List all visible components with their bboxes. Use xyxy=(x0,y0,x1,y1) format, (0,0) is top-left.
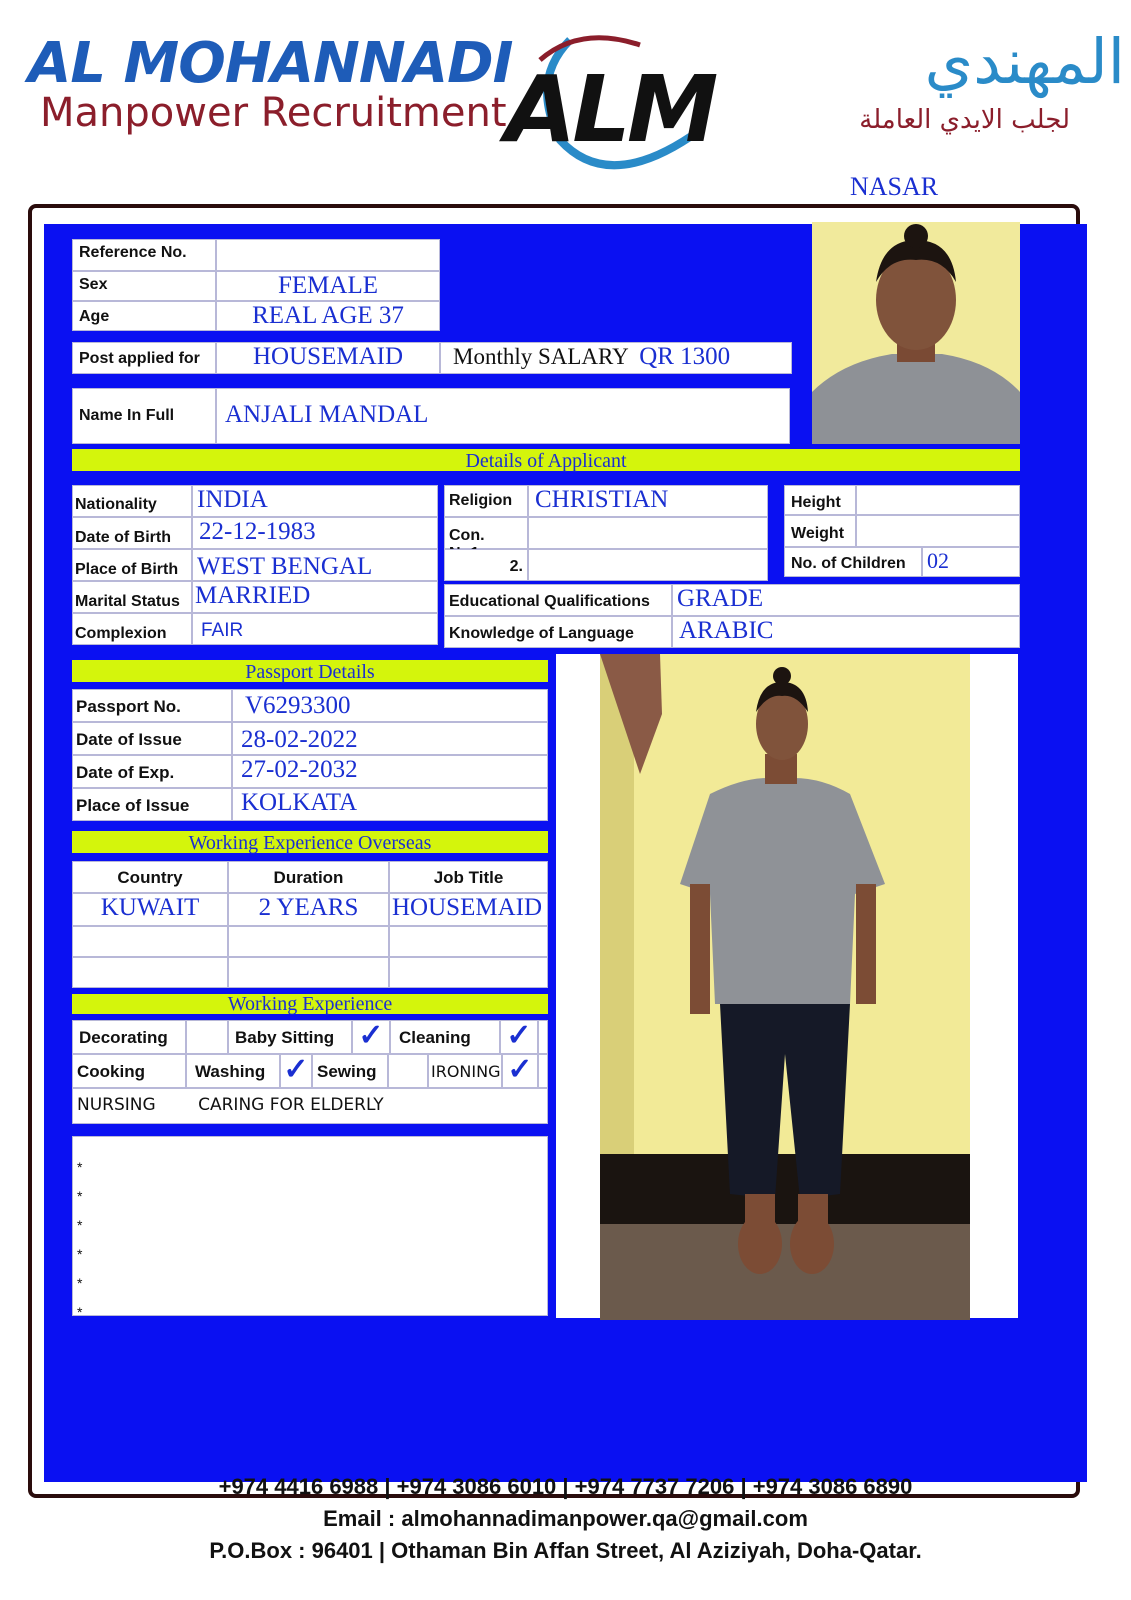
salary-value: QR 1300 xyxy=(639,343,731,370)
exp-caring-label: CARING FOR ELDERLY xyxy=(198,1095,384,1115)
marital-label: Marital Status xyxy=(75,593,180,610)
con1-label-cell xyxy=(444,517,528,549)
exp-decorating-label: Decorating xyxy=(79,1028,168,1047)
children-value-cell xyxy=(922,547,1020,577)
salary-label: Monthly SALARY xyxy=(453,344,629,369)
salary-cell xyxy=(440,342,792,374)
lang-label-cell xyxy=(444,616,672,648)
con1-value-cell xyxy=(528,517,768,549)
brand-subtitle: Manpower Recruitment xyxy=(40,90,507,136)
overseas-col-country xyxy=(72,861,228,893)
overseas-col-duration-label: Duration xyxy=(273,868,344,887)
portrait-illustration xyxy=(812,222,1020,444)
passport-place-label: Place of Issue xyxy=(76,796,190,815)
check-icon: ✓ xyxy=(507,1053,533,1086)
dob-label: Date of Birth xyxy=(75,529,171,546)
sex-value-cell xyxy=(216,271,440,301)
exp-washing-check xyxy=(280,1054,312,1088)
marital-value-cell xyxy=(192,581,438,613)
note-bullet: * xyxy=(77,1217,83,1233)
nationality-label-cell xyxy=(72,485,192,517)
passport-place-value: KOLKATA xyxy=(241,789,358,816)
name-label-cell xyxy=(72,388,216,444)
exp-baby-sitting-label: Baby Sitting xyxy=(235,1028,335,1047)
exp-nursing-label: NURSING xyxy=(77,1095,156,1115)
note-bullet: * xyxy=(77,1188,83,1204)
overseas-empty-cell xyxy=(72,926,228,957)
sex-label: Sex xyxy=(79,276,108,293)
overseas-empty-cell xyxy=(228,957,389,988)
pob-value: WEST BENGAL xyxy=(197,553,373,580)
passport-issue-label-cell xyxy=(72,722,232,755)
religion-value: CHRISTIAN xyxy=(535,486,669,513)
lang-label: Knowledge of Language xyxy=(449,625,634,642)
pob-label: Place of Birth xyxy=(75,561,179,578)
exp-pad-cell xyxy=(538,1054,548,1088)
reference-label: Reference No. xyxy=(79,244,187,261)
exp-cleaning-cell xyxy=(390,1020,500,1054)
con1-label: Con. xyxy=(449,527,485,544)
check-icon: ✓ xyxy=(283,1053,309,1086)
reference-value xyxy=(216,239,440,271)
con2-value-cell xyxy=(528,549,768,581)
exp-ironing-cell xyxy=(428,1054,502,1088)
applicant-full-photo xyxy=(600,654,970,1320)
exp-washing-cell xyxy=(186,1054,280,1088)
overseas-empty-cell xyxy=(72,957,228,988)
overseas-row-duration-cell xyxy=(228,893,389,926)
passport-title-bar: Passport Details xyxy=(72,660,548,682)
passport-place-label-cell xyxy=(72,788,232,821)
details-title-bar: Details of Applicant xyxy=(72,449,1020,471)
exp-sewing-check xyxy=(388,1054,428,1088)
overseas-col-duration xyxy=(228,861,389,893)
lang-value-cell xyxy=(672,616,1020,648)
complexion-label-cell xyxy=(72,613,192,645)
passport-exp-value: 27-02-2032 xyxy=(241,756,358,783)
complexion-value-cell xyxy=(192,613,438,645)
children-label: No. of Children xyxy=(791,555,906,572)
weight-label-cell xyxy=(784,515,856,547)
complexion-label: Complexion xyxy=(75,625,167,642)
exp-baby-sitting-check xyxy=(352,1020,390,1054)
exp-decorating-cell xyxy=(72,1020,186,1054)
name-label: Name In Full xyxy=(79,407,175,424)
dob-value-cell xyxy=(192,517,438,549)
alm-logo-text: ALM xyxy=(505,56,715,163)
exp-cleaning-label: Cleaning xyxy=(399,1028,471,1047)
exp-sewing-label: Sewing xyxy=(317,1062,377,1081)
overseas-row-duration: 2 YEARS xyxy=(258,894,359,921)
overseas-col-job xyxy=(389,861,548,893)
overseas-row-job: HOUSEMAID xyxy=(392,894,542,921)
overseas-row-job-cell xyxy=(389,893,548,926)
passport-issue-value: 28-02-2022 xyxy=(241,726,358,753)
complexion-value: FAIR xyxy=(201,620,244,641)
religion-value-cell xyxy=(528,485,768,517)
passport-no-label: Passport No. xyxy=(76,697,181,716)
age-value: REAL AGE 37 xyxy=(252,302,404,329)
sex-value: FEMALE xyxy=(278,272,378,299)
post-label: Post applied for xyxy=(79,350,200,367)
children-label-cell xyxy=(784,547,922,577)
con2-label-cell xyxy=(444,549,528,581)
nationality-value: INDIA xyxy=(197,486,268,513)
exp-sewing-cell xyxy=(312,1054,388,1088)
overseas-empty-cell xyxy=(228,926,389,957)
edu-value: GRADE xyxy=(677,585,764,612)
weight-value-cell xyxy=(856,515,1020,547)
passport-place-value-cell xyxy=(232,788,548,821)
name-value: ANJALI MANDAL xyxy=(225,401,429,428)
note-bullet: * xyxy=(77,1246,83,1262)
post-value-cell xyxy=(216,342,440,374)
footer-phones: +974 4416 6988 | +974 3086 6010 | +974 7737 7206 | +974 3086 6890 xyxy=(218,1474,913,1499)
exp-baby-sitting-cell xyxy=(228,1020,352,1054)
height-value-cell xyxy=(856,485,1020,515)
passport-exp-label: Date of Exp. xyxy=(76,763,175,782)
overseas-empty-cell xyxy=(389,926,548,957)
footer-address: P.O.Box : 96401 | Othaman Bin Affan Street, Al Aziziyah, Doha-Qatar. xyxy=(209,1538,922,1563)
overseas-empty-cell xyxy=(389,957,548,988)
agent-name: NASAR xyxy=(850,172,939,201)
exp-decorating-check xyxy=(186,1020,228,1054)
exp-ironing-label: IRONING xyxy=(431,1062,501,1081)
marital-value: MARRIED xyxy=(195,582,311,609)
exp-pad-cell xyxy=(538,1020,548,1054)
exp-cleaning-check xyxy=(500,1020,538,1054)
pob-label-cell xyxy=(72,549,192,581)
exp-cooking-label: Cooking xyxy=(77,1062,145,1081)
age-label: Age xyxy=(79,308,110,325)
overseas-row-country-cell xyxy=(72,893,228,926)
name-value-cell xyxy=(216,388,790,444)
age-value-cell xyxy=(216,301,440,331)
edu-label: Educational Qualifications xyxy=(449,593,650,610)
marital-label-cell xyxy=(72,581,192,613)
applicant-portrait-photo xyxy=(812,222,1020,444)
sex-label-cell xyxy=(72,271,216,301)
notes-box xyxy=(72,1136,548,1320)
height-label-cell xyxy=(784,485,856,515)
nationality-label: Nationality xyxy=(75,496,157,513)
exp-cooking-cell xyxy=(72,1054,186,1088)
post-value: HOUSEMAID xyxy=(253,343,403,370)
note-bullet: * xyxy=(77,1159,83,1175)
passport-no-value-cell xyxy=(232,689,548,722)
age-label-cell xyxy=(72,301,216,331)
brand-name-arabic: المهندي xyxy=(924,25,1125,98)
overseas-row-country: KUWAIT xyxy=(100,894,200,921)
note-bullet: * xyxy=(77,1304,83,1320)
passport-issue-value-cell xyxy=(232,722,548,755)
reference-label-cell xyxy=(72,239,216,271)
passport-no-value: V6293300 xyxy=(245,692,351,719)
check-icon: ✓ xyxy=(506,1019,532,1052)
children-value: 02 xyxy=(927,548,949,573)
con2-label: 2. xyxy=(509,558,523,575)
nationality-value-cell xyxy=(192,485,438,517)
lang-value: ARABIC xyxy=(679,617,774,644)
dob-value: 22-12-1983 xyxy=(199,518,316,545)
weight-label: Weight xyxy=(791,525,845,542)
check-icon: ✓ xyxy=(358,1019,384,1052)
brand-name: AL MOHANNADI xyxy=(28,31,513,96)
edu-value-cell xyxy=(672,584,1020,616)
post-label-cell xyxy=(72,342,216,374)
experience-title-bar: Working Experience xyxy=(72,994,548,1014)
overseas-col-job-label: Job Title xyxy=(433,868,504,887)
overseas-col-country-label: Country xyxy=(117,868,183,887)
note-bullet: * xyxy=(77,1275,83,1291)
dob-label-cell xyxy=(72,517,192,549)
passport-exp-value-cell xyxy=(232,755,548,788)
exp-ironing-check xyxy=(502,1054,538,1088)
footer-email: Email : almohannadimanpower.qa@gmail.com xyxy=(323,1506,808,1531)
religion-label: Religion xyxy=(449,492,513,509)
passport-exp-label-cell xyxy=(72,755,232,788)
exp-other-row xyxy=(72,1088,548,1124)
passport-no-label-cell xyxy=(72,689,232,722)
overseas-title-bar: Working Experience Overseas xyxy=(72,831,548,853)
religion-label-cell xyxy=(444,485,528,517)
exp-washing-label: Washing xyxy=(195,1062,266,1081)
passport-issue-label: Date of Issue xyxy=(76,730,182,749)
pob-value-cell xyxy=(192,549,438,581)
height-label: Height xyxy=(791,494,841,511)
full-body-illustration xyxy=(600,654,970,1320)
edu-label-cell xyxy=(444,584,672,616)
brand-subtitle-arabic: لجلب الايدي العاملة xyxy=(859,105,1070,135)
